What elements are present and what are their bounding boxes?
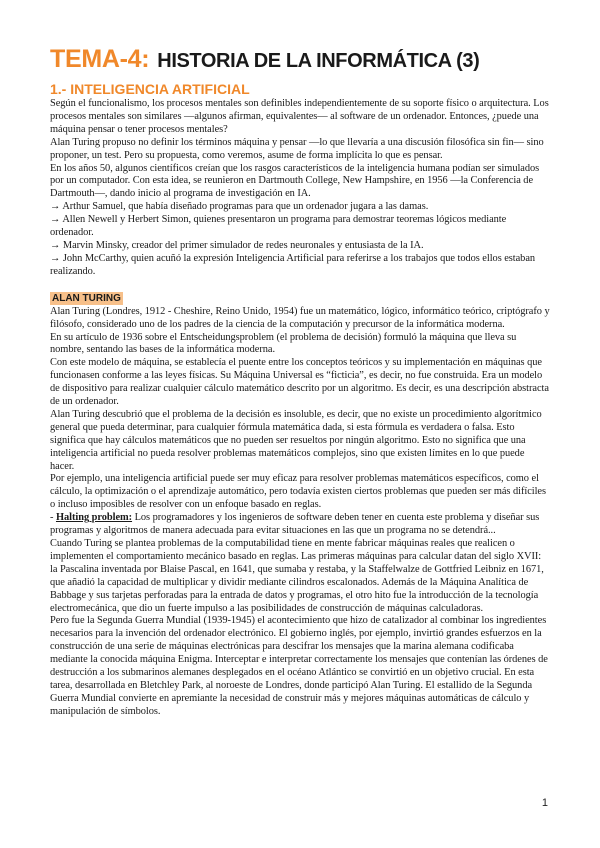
paragraph: Por ejemplo, una inteligencia artificial puede ser muy eficaz para resolver problemas matemáticos específicos, como el cálculo, la optimización o el aprendizaje automático, pero todavía existen ciertos problemas que pueden ser más difíciles o incluso imposibles de resolver con un enfoque basado en reglas. xyxy=(50,473,546,511)
list-item: → Arthur Samuel, que había diseñado programas para que un ordenador jugara a las damas. xyxy=(50,201,429,213)
section-heading-alan-turing: ALAN TURING xyxy=(52,292,121,304)
paragraph: En su artículo de 1936 sobre el Entscheidungsproblem (el problema de decisión) formuló la máquina que lleva su nombre, sentando las bases de la informática moderna. xyxy=(50,331,517,356)
paragraph: En los años 50, algunos científicos creían que los rasgos característicos de la inteligencia humana podían ser simulados por un computador. Con esta idea, se reunieron en Dartmouth College, New Hampshire, en 1956 —la Conferencia de Dartmouth—, dando inicio al programa de investigación en IA. xyxy=(50,162,540,200)
paragraph: Con este modelo de máquina, se establecía el puente entre los conceptos teóricos y su implementación en máquinas que funcionasen conforme a las leyes físicas. Su Máquina Universal es “ficticia”, es decir, no fue construida. Era un modelo de dispositivo para realizar cualquier cálculo matemático descrito por un algoritmo. Es decir, es una descripción abstracta de un ordenador. xyxy=(50,357,549,408)
halting-problem-label: Halting problem: xyxy=(55,512,133,524)
paragraph: Según el funcionalismo, los procesos mentales son definibles independientemente de su soporte físico o arquitectura. Los procesos mentales son similares —algunos afirman, equivalentes— al software de un ordenador. Entonces, ¿puede una máquina pensar o tener procesos mentales? xyxy=(50,98,549,135)
title-tema: TEMA-4: xyxy=(50,45,150,73)
list-item: → Marvin Minsky, creador del primer simulador de redes neuronales y entusiasta de la IA. xyxy=(50,239,424,251)
spacer xyxy=(50,279,550,288)
paragraph: Cuando Turing se plantea problemas de la computabilidad tiene en mente fabricar máquinas reales que realicen o implementen el comportamiento mecánico basado en reglas. Las primeras máquinas para calcular datan del siglo XVII: la Pascalina inventada por Blaise Pascal, en 1641, que sumaba y restaba, y la Staffelwalze de Gottfried Leibniz en 1671, que añadió la capacidad de multiplicar y dividir mediante cilindros escalonados. Además de la Máquina Analítica de Babbage y sus tarjetas perforadas para la entrada de datos y programas, el otro hito fue la introducción de la tecnología electromecánica, que dio un fuerte impulso a las posibilidades de construcción de máquinas calculadoras. xyxy=(50,538,544,614)
halting-problem-text: Los programadores y los ingenieros de software deben tener en cuenta este problema y diseñar sus programas y algoritmos de manera adecuada para evitar situaciones en las que un programa no se detendrá... xyxy=(50,512,540,537)
section-body-alan-turing xyxy=(50,306,550,719)
list-item: → Allen Newell y Herbert Simon, quienes presentaron un programa para demostrar teoremas lógicos mediante ordenador. xyxy=(50,214,507,239)
page-title xyxy=(50,40,550,77)
list-item: → John McCarthy, quien acuñó la expresión Inteligencia Artificial para referirse a los trabajos que todos ellos estaban realizando. xyxy=(50,252,536,277)
section-heading-ia: 1.- INTELIGENCIA ARTIFICIAL xyxy=(50,81,250,97)
paragraph: Alan Turing propuso no definir los términos máquina y pensar —lo que llevaría a una discusión filosófica sin fin— sino proponer, un test. Pero su propuesta, como veremos, asume de forma implícita lo que es pensar. xyxy=(50,136,544,161)
document-page xyxy=(50,40,550,719)
paragraph: Alan Turing (Londres, 1912 - Cheshire, Reino Unido, 1954) fue un matemático, lógico, informático teórico, criptógrafo y filósofo, considerado uno de los padres de la ciencia de la computación y precursor de la informática moderna. xyxy=(50,305,550,330)
paragraph: Alan Turing descubrió que el problema de la decisión es insoluble, es decir, que no existe un procedimiento algorítmico general que pueda determinar, para cualquier fórmula matemática dada, si esta fórmula es verdadera o falsa. Esto significa que hay cálculos matemáticos que no pueden ser resueltos por ningún algoritmo. Esto no significa que una inteligencia artificial no pueda resolver problemas matemáticos complejos, sino que existen límites en lo que puede hacer. xyxy=(50,408,542,472)
section-body-ia xyxy=(50,98,550,279)
halting-problem-paragraph xyxy=(50,512,550,538)
paragraph: Pero fue la Segunda Guerra Mundial (1939-1945) el acontecimiento que hizo de catalizador al combinar los ingredientes necesarios para la invención del ordenador electrónico. El gobierno inglés, por ejemplo, invirtió grandes esfuerzos en la construcción de una serie de máquinas electrónicas para descifrar los mensajes que la marina alemana codificaba mediante la conocida máquina Enigma. Interceptar e interpretar correctamente los mensajes que contenían las órdenes de destrucción a los submarinos alemanes desplegados en el océano Atlántico se convirtió en un objetivo crucial. En esta tarea, desarrollada en Bletchley Park, al noroeste de Londres, donde participó Alan Turing. El estallido de la Segunda Guerra Mundial convierte en apremiante la necesidad de construir más y mejores máquinas automáticas de cálculo y manipulación de símbolos. xyxy=(50,615,548,717)
page-number: 1 xyxy=(541,797,548,809)
title-text: HISTORIA DE LA INFORMÁTICA (3) xyxy=(157,50,480,72)
halting-prefix: - xyxy=(50,512,56,524)
